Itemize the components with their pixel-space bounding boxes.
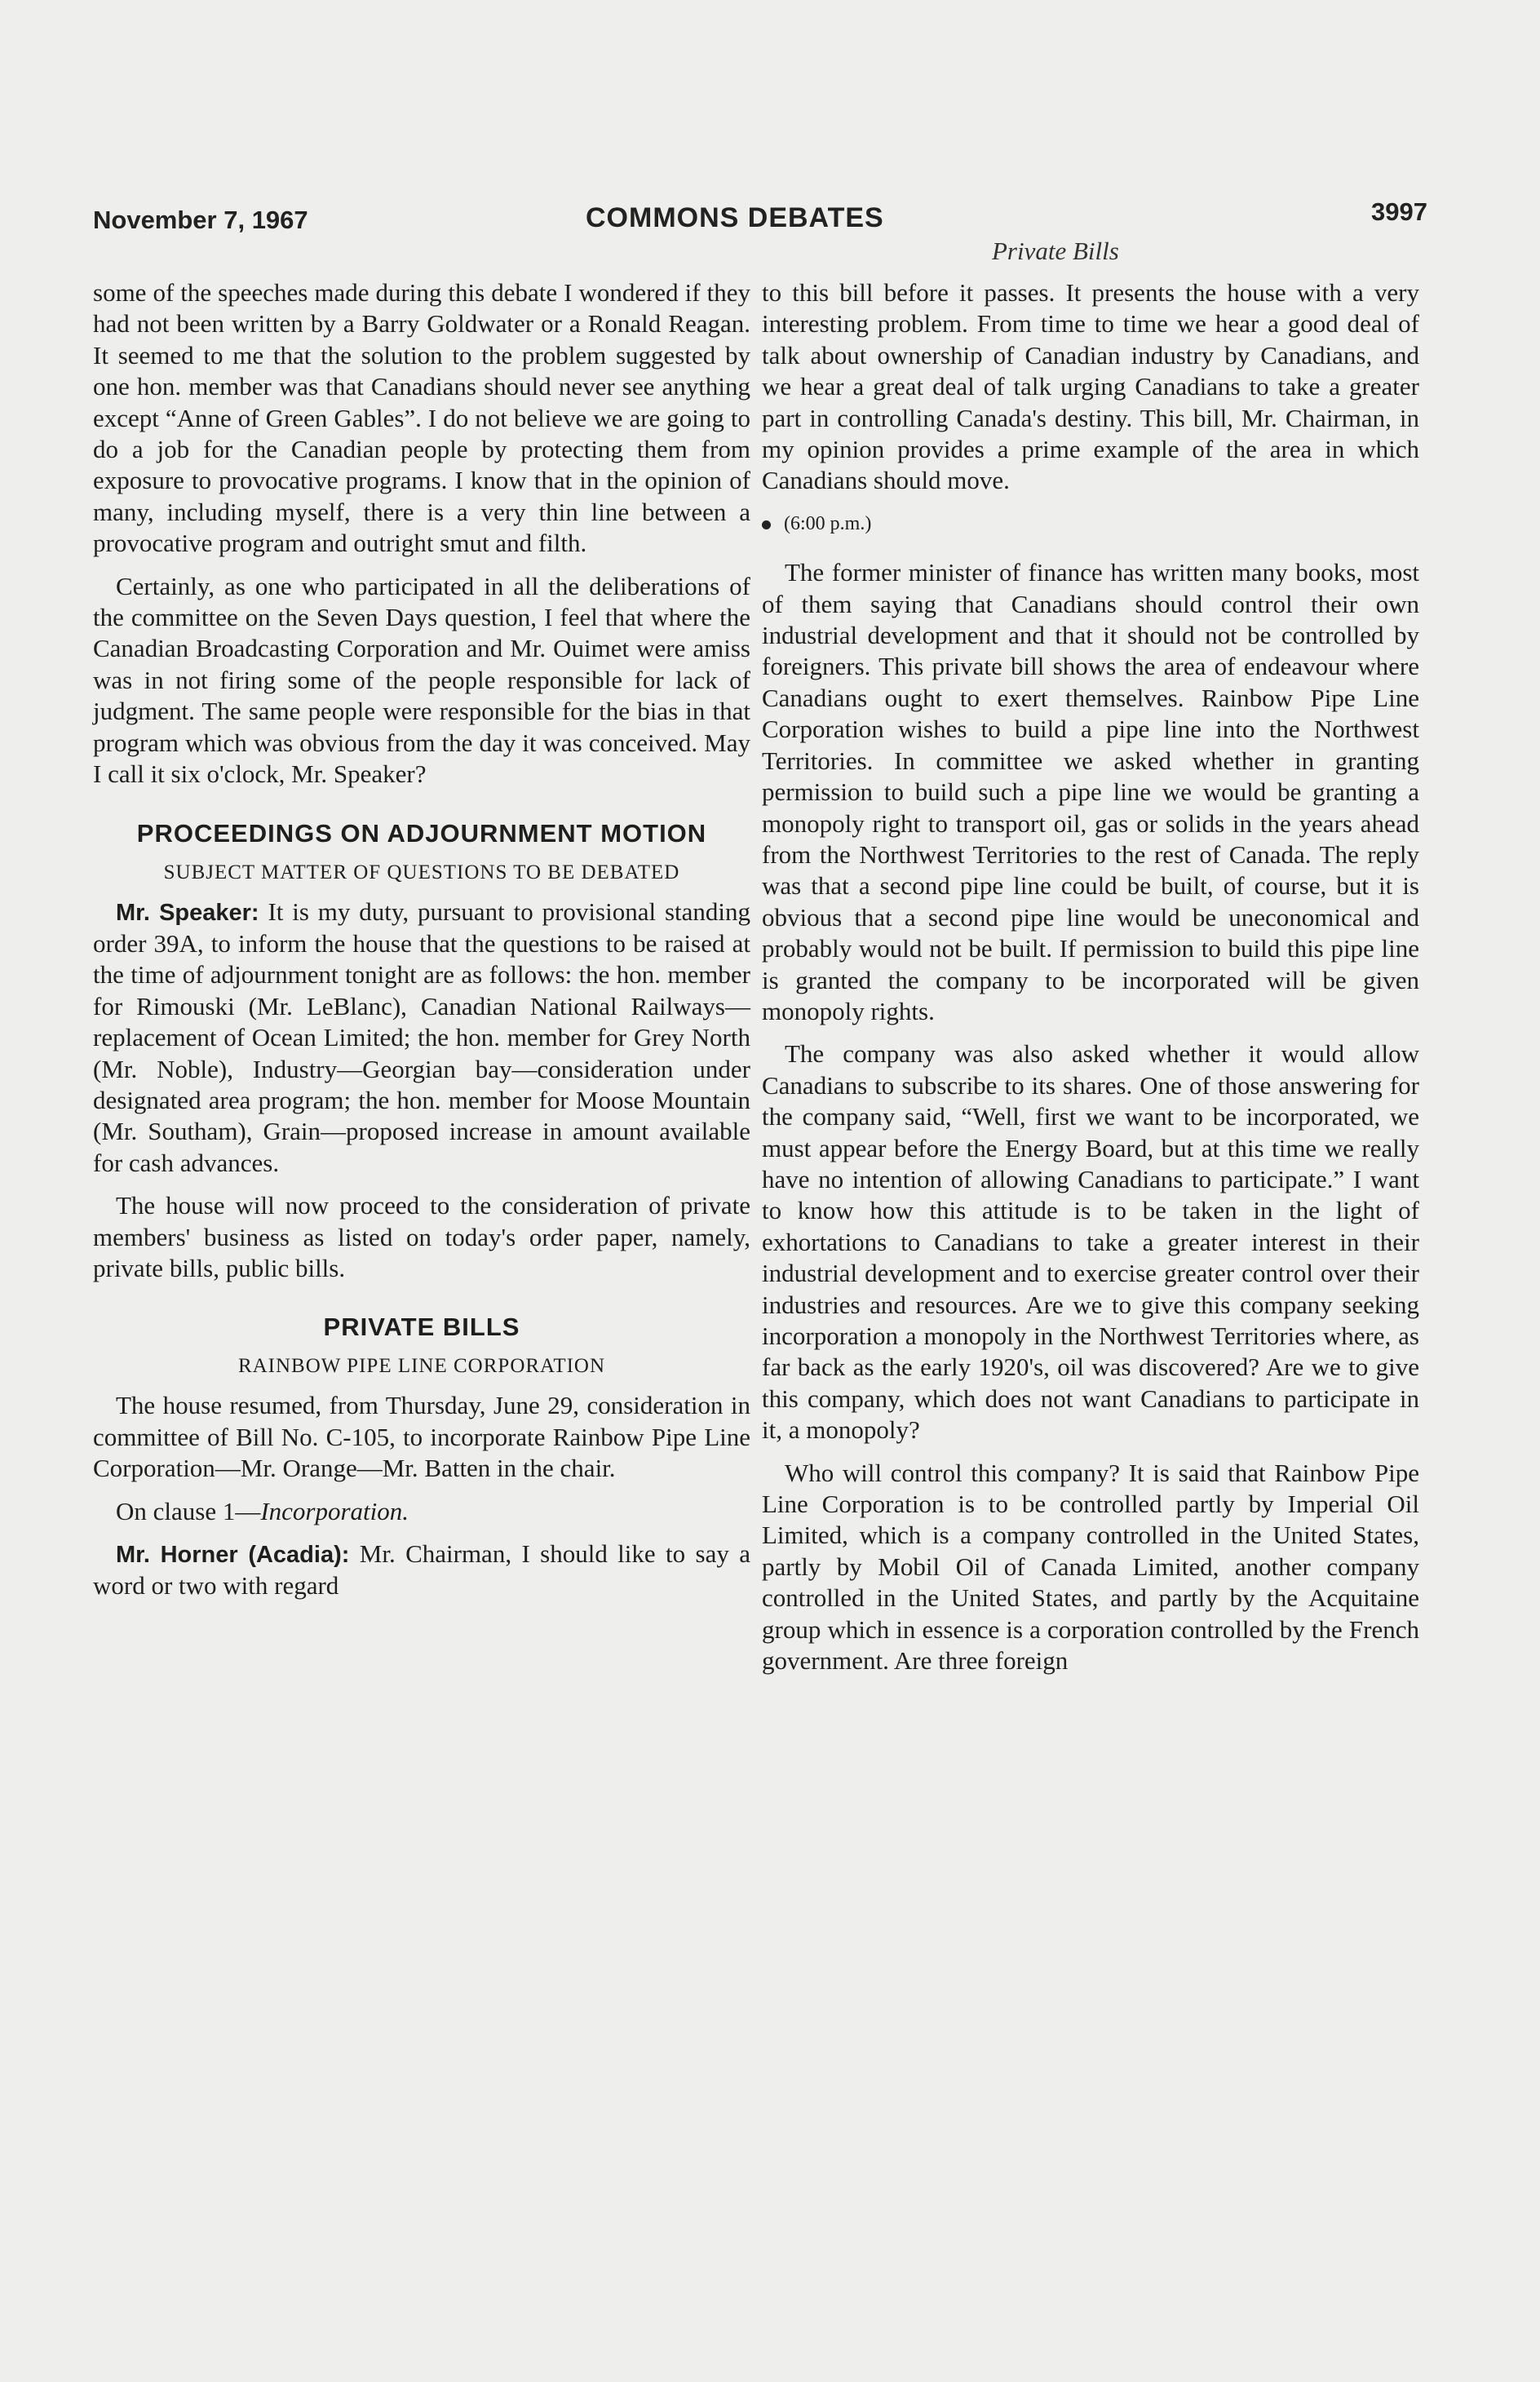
time-marker — [762, 508, 1419, 539]
speech-paragraph — [93, 897, 750, 1180]
page-number: 3997 — [1371, 197, 1427, 226]
paragraph: to this bill before it passes. It presents the house with a very interesting problem. From time to time we hear a good deal of talk about ownership of Canadian industry by Canadians, and we hear a great deal of talk urging Canadians to take a greater part in controlling Canada's destiny. This bill, Mr. Chairman, in my opinion provides a prime example of the area in which Canadians should move. — [762, 278, 1419, 495]
clause-prefix: On clause 1— — [116, 1496, 261, 1525]
subsection-heading: SUBJECT MATTER OF QUESTIONS TO BE DEBATED — [163, 861, 680, 883]
page-header — [93, 197, 1427, 238]
paragraph: The house resumed, from Thursday, June 29, consideration in committee of Bill No. C-105, to incorporate Rainbow Pipe Line Corporation—Mr. Orange—Mr. Batten in the chair. — [93, 1391, 750, 1483]
speech-text: Mr. Chairman, I should like to say a word or two with regard — [93, 1539, 750, 1601]
header-title: COMMONS DEBATES — [586, 202, 884, 233]
section-heading: PRIVATE BILLS — [323, 1313, 520, 1342]
header-date: November 7, 1967 — [93, 206, 308, 234]
section-heading: PROCEEDINGS ON ADJOURNMENT MOTION — [136, 818, 707, 848]
paragraph: The former minister of finance has written many books, most of them saying that Canadians should control their own industrial development and that it should not be controlled by foreigners. This private bill shows the area of endeavour where Canadians ought to exert themselves. Rainbow Pipe Line Corporation wishes to build a pipe line into the Northwest Territories. In committee we asked whether in granting permission to build such a pipe line we would be granting a monopoly right to transport oil, gas or solids in the years ahead from the Northwest Territories to the rest of Canada. The reply was that a second pipe line could be built, of course, but it is obvious that a second pipe line would be uneconomical and probably would not be built. If permission to build this pipe line is granted the company to be incorporated will be given monopoly rights. — [762, 558, 1419, 1025]
subsection-heading: RAINBOW PIPE LINE CORPORATION — [237, 1355, 606, 1378]
paragraph: Who will control this company? It is said that Rainbow Pipe Line Corporation is to be controlled partly by Imperial Oil Limited, which is a company controlled in the United States, partly by Mobil Oil of Canada Limited, another company controlled in the United States, and partly by the Acquitaine group which in essence is a corporation controlled by the French government. Are three foreign — [762, 1458, 1419, 1676]
speaker-name: Mr. Horner (Acadia): — [116, 1542, 350, 1568]
speech-text: It is my duty, pursuant to provisional standing order 39A, to inform the house that the questions to be raised at the time of adjournment tonight are as follows: the hon. member for Rimouski (Mr. LeBlanc), Canadian National Railways—replacement of Ocean Limited; the hon. member for Grey North (Mr. Noble), Industry—Georgian bay—consideration under designated area program; the hon. member for Moose Mountain (Mr. Southam), Grain—proposed increase in amount available for cash advances. — [93, 897, 750, 1177]
clause-title: Incorporation. — [260, 1496, 409, 1525]
paragraph: Certainly, as one who participated in all the deliberations of the committee on the Seven Days question, I feel that where the Canadian Broadcasting Corporation and Mr. Ouimet were amiss was in not firing some of the people responsible for lack of judgment. The same people were responsible for the bias in that program which was obvious from the day it was conceived. May I call it six o'clock, Mr. Speaker? — [93, 571, 750, 789]
speaker-name: Mr. Speaker: — [116, 899, 259, 926]
paragraph: The company was also asked whether it would allow Canadians to subscribe to its shares. One of those answering for the company said, “Well, first we want to be incorporated, we must appear before the Energy Board, but at this time we really have no intention of allowing Canadians to participate.” I want to know how this attitude is to be taken in the light of exhortations to Canadians to take a greater interest in their industrial development and to exercise greater control over their industries and resources. Are we to give this company seeking incorporation a monopoly in the Northwest Territories where, as far back as the early 1920's, oil was discovered? Are we to give this company, which does not want Canadians to participate in it, a monopoly? — [762, 1039, 1419, 1445]
paragraph: some of the speeches made during this debate I wondered if they had not been written by a Barry Goldwater or a Ronald Reagan. It seemed to me that the solution to the problem suggested by one hon. member was that Canadians should never see anything except “Anne of Green Gables”. I do not believe we are going to do a job for the Canadian people by protecting them from exposure to provocative programs. I know that in the opinion of many, including myself, there is a very thin line between a provocative program and outright smut and filth. — [93, 278, 750, 558]
running-head: Private Bills — [992, 237, 1119, 265]
right-column — [762, 277, 1419, 1688]
left-column — [93, 277, 750, 1614]
speech-paragraph — [93, 1539, 750, 1602]
clause-line — [93, 1496, 750, 1527]
bullet-icon — [762, 520, 771, 529]
time-text: (6:00 p.m.) — [784, 512, 872, 534]
paragraph: The house will now proceed to the consideration of private members' business as listed on today's order paper, namely, private bills, public bills. — [93, 1191, 750, 1282]
